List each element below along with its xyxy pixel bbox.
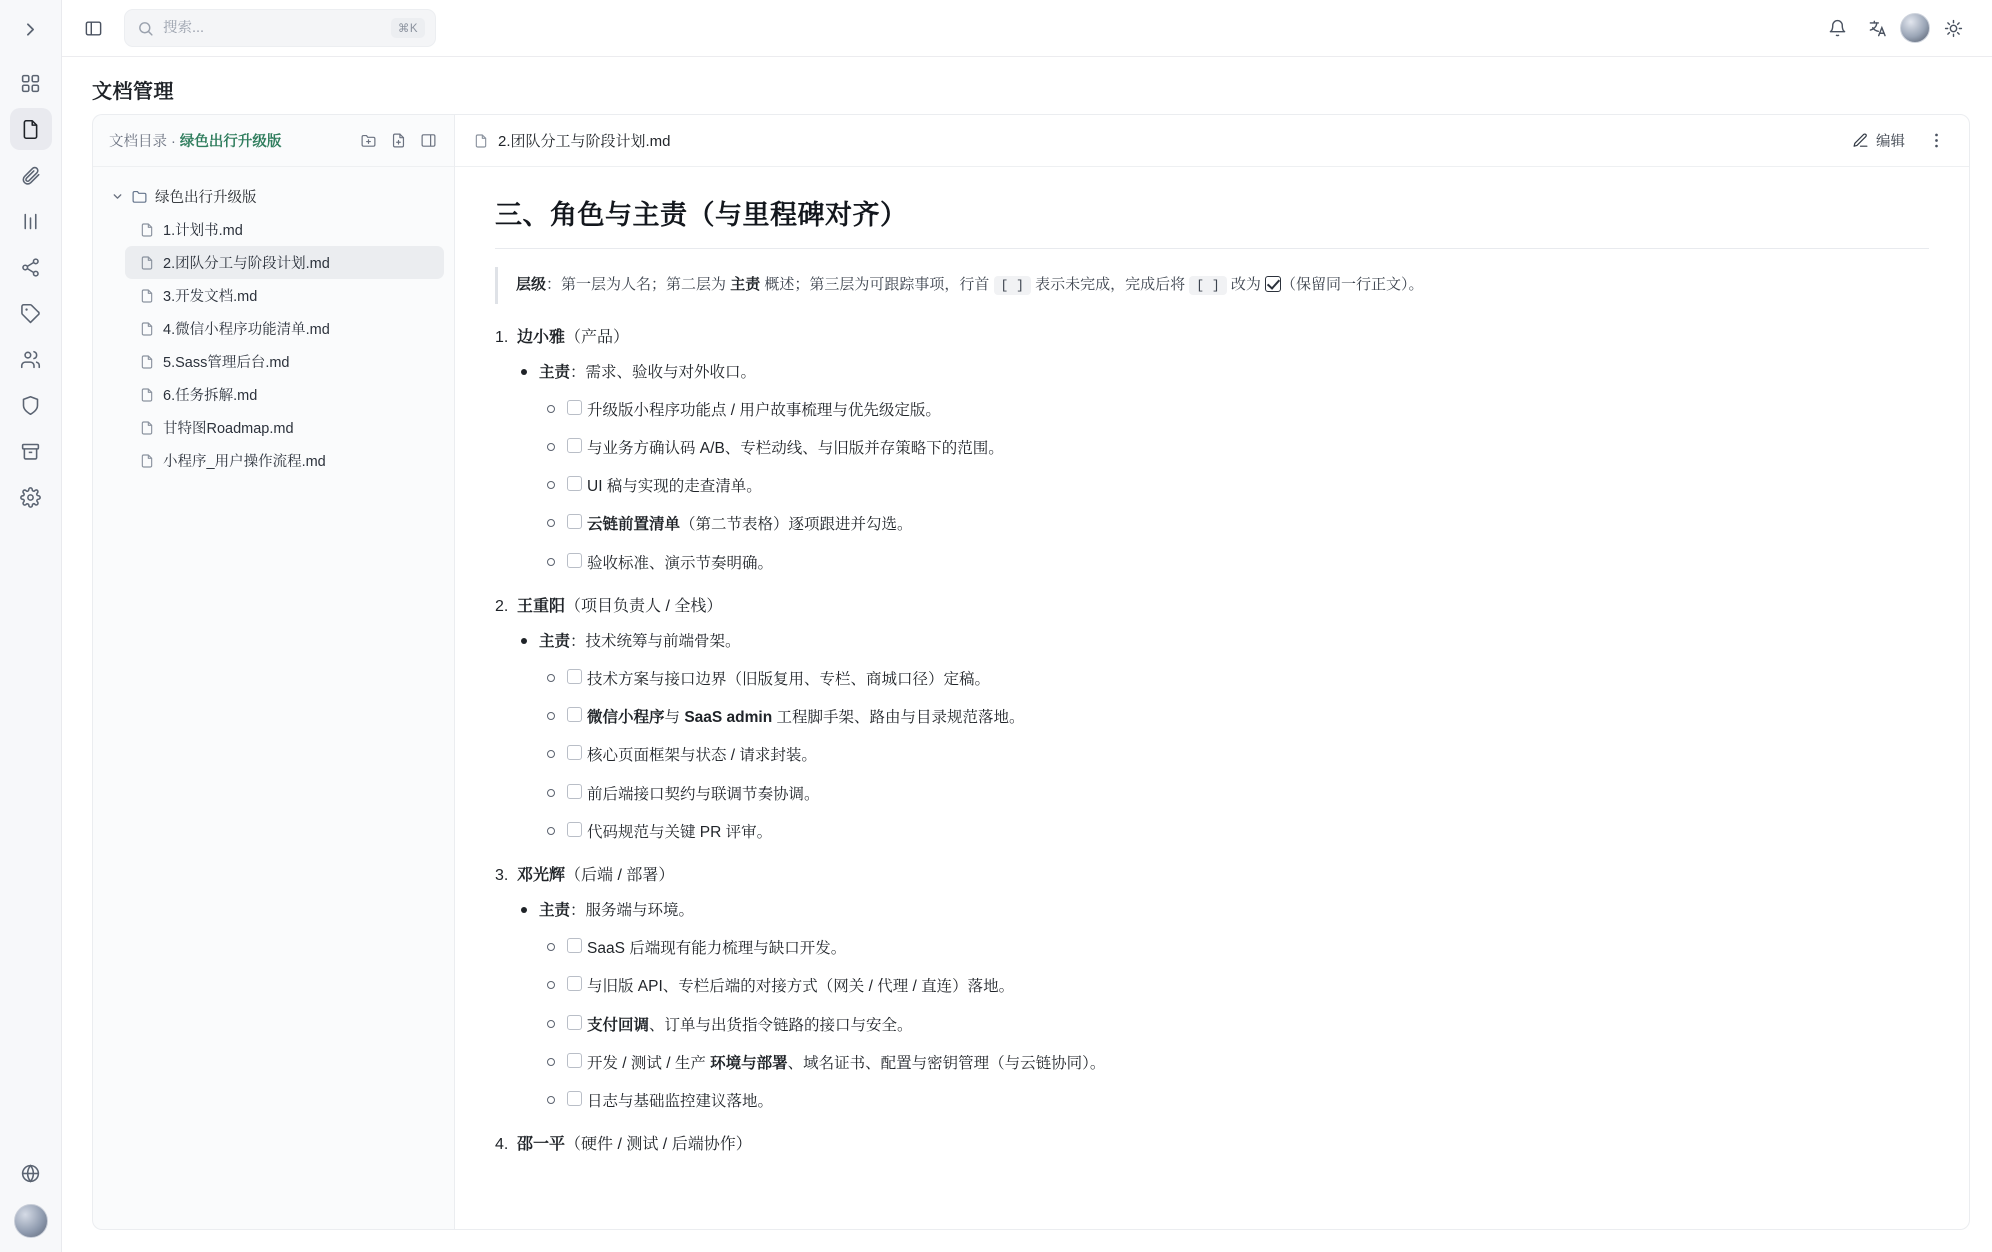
list-item[interactable]	[125, 411, 444, 444]
sidebar-item-dashboard[interactable]	[10, 62, 52, 104]
page-title: 文档管理	[92, 81, 174, 103]
translate-icon[interactable]	[1860, 11, 1894, 45]
rail-items	[10, 62, 52, 518]
task-text-2: 、域名证书、配置与密钥管理（与云链协同）。	[787, 1054, 1106, 1072]
breadcrumb	[109, 130, 281, 151]
file-icon	[139, 288, 155, 304]
file-label: 2.团队分工与阶段计划.md	[163, 256, 330, 272]
task-checkbox[interactable]	[567, 822, 582, 837]
file-icon	[139, 453, 155, 469]
task-item[interactable]	[495, 1043, 1929, 1081]
panel-left-icon[interactable]	[76, 11, 110, 45]
role-item	[495, 854, 1929, 1119]
topbar-actions	[1820, 11, 1970, 45]
role-item	[495, 585, 1929, 850]
task-item[interactable]	[495, 966, 1929, 1004]
tree-root-folder[interactable]	[103, 179, 444, 213]
task-text: 开发 / 测试 / 生产	[587, 1054, 711, 1072]
role-title: （后端 / 部署）	[565, 866, 675, 884]
task-checkbox[interactable]	[567, 553, 582, 568]
checked-checkbox-icon	[1265, 276, 1281, 292]
duty-label: 主责	[539, 363, 571, 381]
file-icon	[139, 387, 155, 403]
sidebar-item-members[interactable]	[10, 338, 52, 380]
role-item	[495, 316, 1929, 581]
task-checkbox[interactable]	[567, 1091, 582, 1106]
sidebar-item-attachments[interactable]	[10, 154, 52, 196]
edit-button-label: 编辑	[1876, 134, 1905, 150]
icon-rail	[0, 0, 62, 1252]
task-item[interactable]	[495, 466, 1929, 504]
task-bold: 环境与部署	[710, 1054, 788, 1072]
duty-label: 主责	[539, 632, 571, 650]
list-item[interactable]	[125, 378, 444, 411]
task-text: 核心页面框架与状态 / 请求封装。	[587, 747, 817, 765]
task-checkbox[interactable]	[567, 514, 582, 529]
task-checkbox[interactable]	[567, 745, 582, 760]
page-title-row	[62, 57, 1992, 114]
pencil-icon	[1852, 132, 1869, 149]
file-icon	[139, 420, 155, 436]
content-body	[62, 114, 1992, 1252]
user-avatar[interactable]	[14, 1204, 48, 1238]
tree-root-label: 绿色出行升级版	[155, 189, 257, 206]
file-label: 1.计划书.md	[163, 223, 243, 239]
folder-icon	[131, 188, 148, 205]
breadcrumb-project[interactable]: 绿色出行升级版	[179, 134, 282, 150]
task-item[interactable]	[495, 504, 1929, 542]
task-checkbox[interactable]	[567, 438, 582, 453]
file-tree-panel	[92, 114, 454, 1230]
callout-bold-1: 主责	[730, 276, 761, 293]
task-text: 、订单与出货指令链路的接口与安全。	[649, 1016, 913, 1034]
callout-code-2: [ ]	[1189, 276, 1226, 295]
callout-text-5: （保留同一行正文）。	[1281, 276, 1424, 293]
file-icon	[139, 354, 155, 370]
main-column	[62, 0, 1992, 1252]
task-item[interactable]	[495, 659, 1929, 697]
sidebar-item-settings[interactable]	[10, 476, 52, 518]
task-item[interactable]	[495, 928, 1929, 966]
role-title: （项目负责人 / 全栈）	[565, 597, 723, 615]
sun-icon[interactable]	[1936, 11, 1970, 45]
sidebar-item-documents[interactable]	[10, 108, 52, 150]
role-name: 邓光辉	[517, 866, 566, 884]
file-label: 6.任务拆解.md	[163, 388, 258, 404]
task-item[interactable]	[495, 774, 1929, 812]
task-item[interactable]	[495, 1005, 1929, 1043]
sidebar-item-security[interactable]	[10, 384, 52, 426]
task-bold: 云链前置清单	[587, 516, 681, 534]
list-item[interactable]	[125, 279, 444, 312]
callout-text-4: 改为	[1226, 276, 1266, 293]
callout-label: 层级	[516, 276, 547, 293]
sidebar-item-workflow[interactable]	[10, 246, 52, 288]
role-heading	[495, 585, 1929, 622]
task-checkbox[interactable]	[567, 938, 582, 953]
sidebar-item-archive[interactable]	[10, 430, 52, 472]
role-name: 王重阳	[517, 597, 566, 615]
task-checkbox[interactable]	[567, 400, 582, 415]
task-text: 技术方案与接口边界（旧版复用、专栏、商城口径）定稿。	[587, 671, 991, 689]
task-item[interactable]	[495, 735, 1929, 773]
file-tree-header	[93, 115, 454, 167]
search-input[interactable]	[163, 20, 382, 36]
document-title	[473, 130, 671, 151]
more-vertical-icon[interactable]	[1919, 124, 1953, 158]
task-item[interactable]	[495, 390, 1929, 428]
task-item[interactable]	[495, 1081, 1929, 1119]
callout-text-3: 表示未完成，完成后将	[1030, 276, 1190, 293]
search-box[interactable]	[124, 9, 436, 47]
search-icon	[137, 20, 154, 37]
new-folder-icon[interactable]	[354, 127, 382, 155]
role-heading	[495, 1123, 1929, 1160]
document-heading: 三、角色与主责（与里程碑对齐）	[495, 193, 1929, 249]
task-checkbox[interactable]	[567, 784, 582, 799]
task-checkbox[interactable]	[567, 1015, 582, 1030]
callout-text-2: 概述；第三层为可跟踪事项，行首	[760, 276, 994, 293]
task-text: 前后端接口契约与联调节奏协调。	[587, 785, 820, 803]
list-item[interactable]	[125, 213, 444, 246]
roles-list	[495, 316, 1929, 1161]
callout-text-1: ：第一层为人名；第二层为	[546, 276, 731, 293]
document-panel	[454, 114, 1970, 1230]
file-tree	[93, 167, 454, 1229]
callout-code-1: [ ]	[994, 276, 1031, 295]
task-bold: 支付回调	[587, 1016, 650, 1034]
list-item[interactable]	[125, 246, 444, 279]
document-content	[455, 167, 1969, 1229]
task-checkbox[interactable]	[567, 1053, 582, 1068]
document-filename: 2.团队分工与阶段计划.md	[498, 133, 671, 150]
document-callout	[495, 267, 1929, 304]
document-icon	[473, 133, 489, 149]
list-item[interactable]	[125, 312, 444, 345]
task-checkbox[interactable]	[567, 476, 582, 491]
task-checkbox[interactable]	[567, 976, 582, 991]
avatar[interactable]	[1900, 13, 1930, 43]
task-text: 与业务方确认码 A/B、专栏动线、与旧版并存策略下的范围。	[587, 440, 1004, 458]
role-duty	[495, 891, 1929, 928]
task-text: 代码规范与关键 PR 评审。	[587, 823, 773, 841]
task-text: 与	[664, 709, 685, 727]
role-heading	[495, 854, 1929, 891]
task-bold: 微信小程序	[587, 709, 665, 727]
task-checkbox[interactable]	[567, 707, 582, 722]
list-item[interactable]	[125, 345, 444, 378]
role-duty	[495, 353, 1929, 390]
task-text: 验收标准、演示节奏明确。	[587, 554, 774, 572]
task-text: 日志与基础监控建议落地。	[587, 1092, 774, 1110]
task-text: UI 稿与实现的走查清单。	[587, 478, 762, 496]
file-label: 小程序_用户操作流程.md	[163, 454, 326, 470]
task-checkbox[interactable]	[567, 669, 582, 684]
language-globe-icon[interactable]	[10, 1152, 52, 1194]
file-icon	[139, 222, 155, 238]
file-icon	[139, 255, 155, 271]
bell-icon[interactable]	[1820, 11, 1854, 45]
search-shortcut-badge: ⌘K	[391, 18, 425, 38]
file-label: 4.微信小程序功能清单.md	[163, 322, 330, 338]
file-label: 甘特图Roadmap.md	[163, 421, 294, 437]
file-label: 3.开发文档.md	[163, 289, 258, 305]
task-text: （第二节表格）逐项跟进并勾选。	[680, 516, 913, 534]
rail-bottom	[10, 1152, 52, 1252]
duty-text: ：技术统筹与前端骨架。	[570, 632, 741, 650]
role-name: 边小雅	[517, 328, 566, 346]
sidebar-item-tags[interactable]	[10, 292, 52, 334]
role-heading	[495, 316, 1929, 353]
task-item[interactable]	[495, 697, 1929, 735]
task-item[interactable]	[495, 812, 1929, 850]
task-text-2: 工程脚手架、路由与目录规范落地。	[772, 709, 1025, 727]
file-label: 5.Sass管理后台.md	[163, 355, 290, 371]
sidebar-item-analytics[interactable]	[10, 200, 52, 242]
task-bold-2: SaaS admin	[684, 709, 773, 727]
new-file-icon[interactable]	[384, 127, 412, 155]
role-title: （产品）	[565, 328, 630, 346]
task-item[interactable]	[495, 543, 1929, 581]
rail-expand-button[interactable]	[10, 8, 52, 50]
breadcrumb-prefix: 文档目录 ·	[109, 134, 176, 150]
role-item	[495, 1123, 1929, 1160]
task-text: SaaS 后端现有能力梳理与缺口开发。	[587, 940, 847, 958]
top-bar	[62, 0, 1992, 57]
task-text: 升级版小程序功能点 / 用户故事梳理与优先级定版。	[587, 402, 941, 420]
list-item[interactable]	[125, 444, 444, 477]
file-tree-actions	[354, 127, 442, 155]
document-actions	[1842, 124, 1953, 158]
file-icon	[139, 321, 155, 337]
role-name: 邵一平	[517, 1135, 566, 1153]
role-title: （硬件 / 测试 / 后端协作）	[565, 1135, 752, 1153]
document-header	[455, 115, 1969, 167]
task-item[interactable]	[495, 428, 1929, 466]
collapse-panel-icon[interactable]	[414, 127, 442, 155]
task-text: 与旧版 API、专栏后端的对接方式（网关 / 代理 / 直连）落地。	[587, 978, 1015, 996]
chevron-down-icon	[111, 190, 124, 203]
duty-text: ：服务端与环境。	[570, 902, 695, 919]
duty-text: ：需求、验收与对外收口。	[570, 363, 757, 381]
duty-label: 主责	[539, 902, 571, 919]
role-duty	[495, 622, 1929, 659]
edit-button[interactable]	[1842, 125, 1915, 157]
